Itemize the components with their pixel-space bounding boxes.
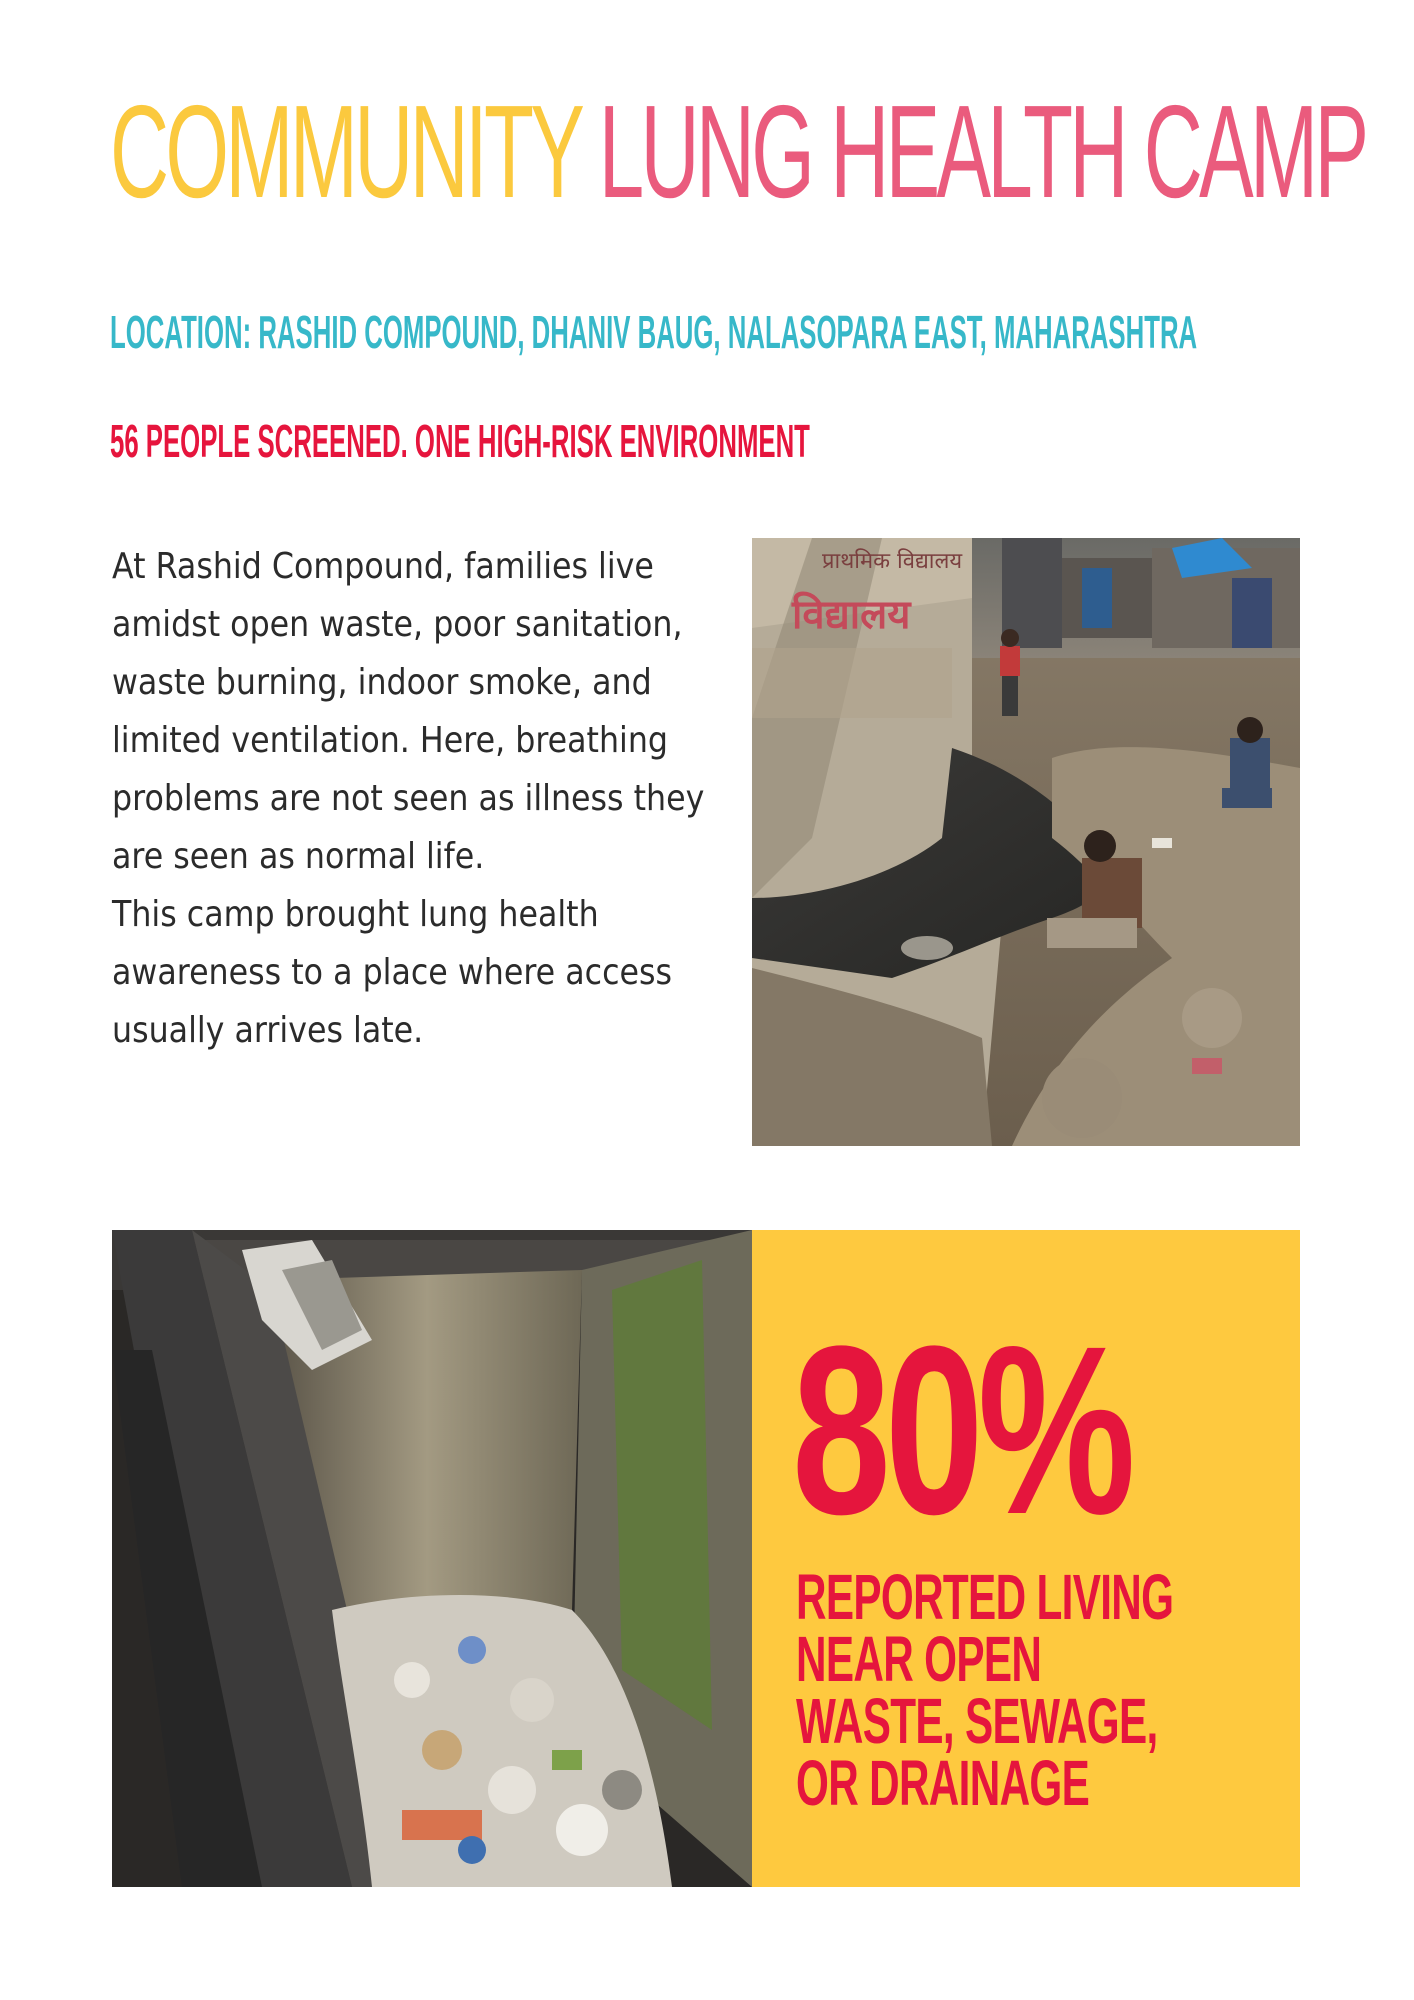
body-paragraph-2: This camp brought lung health awareness to a place where access usually arrives late. <box>112 894 672 1051</box>
stat-box <box>752 1230 1300 1887</box>
stat-label: REPORTED LIVING NEAR OPEN WASTE, SEWAGE, OR DRAINAGE <box>796 1561 1174 1819</box>
photo-garbage-enclosure <box>112 1230 752 1887</box>
wall-text-1: प्राथमिक विद्यालय <box>822 549 963 574</box>
page-title <box>110 78 1366 225</box>
wall-text-2: विद्यालय <box>792 592 911 638</box>
photo-children-by-drain <box>752 538 1300 1146</box>
body-text <box>112 538 712 1060</box>
body-paragraph-1: At Rashid Compound, families live amidst open waste, poor sanitation, waste burning, indoor smoke, and limited ventilation. Here, breathing problems are not seen as illness they are seen as normal life. <box>112 546 705 877</box>
stat-value: 80% <box>792 1296 1130 1564</box>
location-heading: LOCATION: RASHID COMPOUND, DHANIV BAUG, NALASOPARA EAST, MAHARASHTRA <box>110 306 1198 358</box>
screening-subheading: 56 PEOPLE SCREENED. ONE HIGH-RISK ENVIRONMENT <box>110 415 810 467</box>
title-community: COMMUNITY <box>110 78 580 225</box>
title-lung-health-camp: LUNG HEALTH CAMP <box>598 78 1366 225</box>
